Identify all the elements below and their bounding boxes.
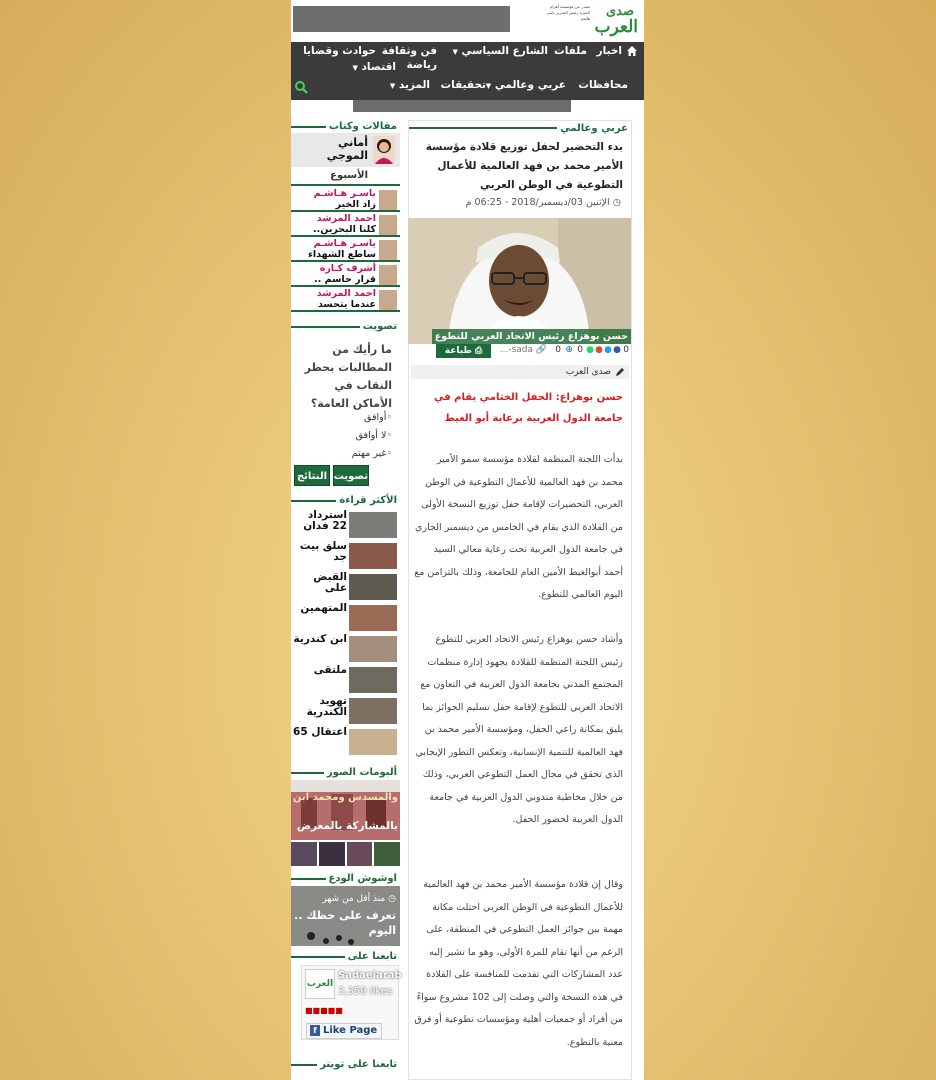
writer-avatar — [373, 136, 395, 164]
featured-writer[interactable] — [291, 133, 400, 167]
thumbnail — [349, 543, 397, 569]
chevron-down-icon: ▼ — [485, 82, 492, 90]
site-logo[interactable] — [596, 2, 638, 38]
google-plus-icon[interactable]: ● — [595, 345, 603, 355]
nav-item-culture[interactable]: فن وثقافة — [381, 45, 437, 57]
poll-option[interactable] — [364, 412, 392, 423]
writers-title[interactable]: مقالات وكتاب — [328, 121, 397, 132]
writer-avatar — [379, 190, 397, 210]
article-headline: بدء التحضير لحفل توزيع قلادة مؤسسة الأمير محمد بن فهد العالمية للأعمال التطوعية في الوطن العربي — [425, 141, 623, 191]
chevron-down-icon: ▼ — [389, 82, 396, 90]
horoscope-time-text: منذ أقل من شهر — [322, 894, 386, 904]
poll-option-label: أوافق — [364, 412, 387, 423]
fb-page-name[interactable]: Sadaeiarab — [338, 970, 402, 981]
writer-avatar — [379, 240, 397, 260]
add-share-icon[interactable]: ⊕ — [565, 345, 573, 355]
whatsapp-icon[interactable]: ● — [586, 345, 594, 355]
album-overlay-text: والمسدس ومحمد ابن — [292, 792, 398, 803]
poll-option-label: غير مهتم — [351, 448, 387, 459]
horoscope-headline: تعرف على حظك .. اليوم — [294, 909, 396, 937]
link-icon[interactable]: 🔗 — [535, 345, 547, 355]
album-photo[interactable] — [291, 780, 400, 840]
album-caption: بالمشاركة بالمعرض — [296, 820, 398, 832]
clock-icon: ◷ — [388, 894, 396, 904]
album-thumb[interactable] — [347, 842, 373, 866]
poll-option[interactable] — [356, 430, 392, 441]
search-icon[interactable] — [294, 80, 308, 94]
poll-header — [291, 320, 400, 333]
featured-writer-name: أماني الموجي — [326, 136, 368, 162]
nav-item-governorates[interactable]: محافظات — [578, 79, 628, 91]
most-read-title: الأكثر قراءة — [339, 495, 397, 506]
article-paragraph: وقال إن قلادة مؤسسة الأمير محمد بن فهد العالمية للأعمال التطوعية في الوطن العربي احتلت مكانة مهمة بين جوائز العمل التطوعي في المنطقة، على الرغم من أنها تقام للمرة الأولى، وهو ما تشير إليه عدد المشاركات التي تقدمت للمنافسة على القلادة في هذه النسخة والتي وصلت إلى 102 مشروع سواءً من أفراد أو جمعيات أهلية ومؤسسات تطوعية أو فرق معنية بالتطوع. — [414, 879, 623, 1048]
writer-item[interactable] — [291, 188, 400, 212]
twitter-icon[interactable]: ● — [604, 345, 612, 355]
fb-like-count: 3,359 likes — [338, 986, 393, 997]
nav-label: عربي وعالمي — [494, 79, 566, 91]
nav-item-sports[interactable]: رياضة — [406, 59, 437, 71]
section-label[interactable]: عربي وعالمي — [560, 122, 628, 134]
section-divider — [291, 235, 400, 237]
logo-text-bottom: العرب — [594, 17, 638, 37]
nav-item-economy[interactable] — [353, 61, 397, 73]
nav-label: الشارع السياسي — [461, 45, 548, 57]
most-read-item[interactable] — [291, 665, 400, 695]
radio-icon[interactable]: ◦ — [386, 430, 392, 441]
section-divider — [291, 210, 400, 212]
writer-article-title: عندما يتحسد — [317, 299, 376, 310]
nav-item-news[interactable]: اخبار — [596, 45, 622, 57]
most-read-item[interactable] — [291, 634, 400, 664]
most-read-title-text: سلق بيت جد — [299, 541, 347, 563]
horoscope-header — [291, 872, 400, 885]
follow-title: تابعنا على — [347, 951, 397, 962]
portrait-illustration — [408, 218, 631, 344]
site-tagline: تصدر عن مؤسسة أهرام الجيزة رئيس التحرير ياسر هاشم — [546, 4, 590, 21]
nav-label: المزيد — [398, 79, 430, 91]
nav-ad-strip — [353, 100, 571, 112]
date-text: الإثنين 03/ديسمبر/2018 - 06:25 م — [465, 197, 610, 208]
article-subhead: حسن بوهزاع: الحفل الختامي يقام في جامعة الدول العربية برعاية أبو الغيط — [434, 392, 623, 424]
nav-item-incidents[interactable]: حوادث وقضايا — [303, 45, 376, 57]
writer-article-title: ساطع الشهداء — [307, 249, 376, 260]
thumbnail — [349, 636, 397, 662]
poll-option[interactable] — [352, 448, 392, 459]
section-divider — [291, 310, 400, 312]
fb-like-label: Like Page — [323, 1025, 378, 1036]
writers-header — [291, 120, 400, 133]
poll-option-label: لا أوافق — [355, 430, 387, 441]
most-read-title-text: استرداد 22 فدان — [303, 510, 347, 532]
print-button[interactable] — [436, 344, 491, 358]
most-read-item[interactable] — [291, 727, 400, 757]
most-read-item[interactable] — [291, 510, 400, 540]
albums-title: ألبومات الصور — [326, 767, 397, 778]
avatar-illustration — [373, 136, 395, 164]
nav-item-files[interactable]: ملفات — [554, 45, 587, 57]
writer-article-title: زاد الخير — [335, 199, 376, 210]
writer-item[interactable] — [291, 238, 400, 262]
facebook-icon: f — [310, 1025, 320, 1036]
share-count: 0 — [577, 345, 583, 355]
thumbnail — [349, 729, 397, 755]
article-date — [466, 197, 621, 208]
twitter-title: تابعنا على تويتر — [320, 1059, 397, 1070]
vote-button[interactable]: تصويت — [333, 465, 369, 486]
author-row — [411, 365, 629, 379]
home-icon[interactable] — [626, 45, 638, 57]
site-header — [291, 0, 644, 42]
header-ad-banner[interactable] — [293, 6, 510, 32]
article-column — [408, 120, 632, 1080]
horoscope-card[interactable] — [291, 886, 400, 946]
most-read-title-text: المتهمين — [300, 603, 347, 614]
share-count: 0 — [555, 345, 561, 355]
photo-caption: حسن بوهزاع رئيس الاتحاد العربي للتطوع — [432, 329, 631, 344]
poll-question: ما رأيك من المطالبات بحظر النقاب في الأماكن العامة؟ — [304, 343, 392, 410]
nav-item-investigations[interactable]: تحقيقات — [440, 79, 486, 91]
album-thumbnails — [291, 842, 400, 866]
thumbnail — [349, 605, 397, 631]
fb-page-logo[interactable]: العرب — [305, 969, 335, 999]
thumbnail — [349, 698, 397, 724]
fb-like-button[interactable] — [306, 1023, 382, 1039]
horoscope-title: اوشوش الودع — [328, 873, 397, 884]
most-read-title-text: ابن كندرية — [293, 634, 347, 645]
chevron-down-icon: ▼ — [452, 48, 458, 56]
pencil-icon — [615, 367, 625, 377]
writer-avatar — [379, 265, 397, 285]
chevron-down-icon: ▼ — [352, 64, 358, 72]
writer-name: احمد المرشد — [316, 213, 376, 224]
radio-icon[interactable]: ◦ — [386, 448, 392, 459]
section-divider — [291, 260, 400, 262]
writer-avatar — [379, 290, 397, 310]
author-name[interactable]: صدى العرب — [565, 367, 611, 377]
main-nav — [291, 42, 644, 100]
nav-item-more[interactable] — [390, 79, 430, 91]
section-divider — [291, 500, 336, 502]
section-header — [409, 121, 631, 135]
album-thumb[interactable] — [374, 842, 400, 866]
follow-header — [291, 950, 400, 963]
short-link[interactable]: sada-... — [499, 345, 533, 355]
logo-text-top: صدى — [605, 4, 634, 19]
clock-icon: ◷ — [612, 197, 621, 208]
nav-item-world[interactable] — [486, 79, 566, 91]
albums-header — [291, 766, 400, 779]
article-paragraph: وأشاد حسن بوهزاع رئيس الاتحاد العربي للتطوع رئيس اللجنة المنظمة للقلادة بجهود إدارة منظمات المجتمع المدني بجامعة الدول العربية في التعاون مع الاتحاد العربي للتطوع لإقامة حفل تسليم الجوائز بما يليق بمكانة راعي الحفل، ومؤسسة الأمير محمد بن فهد العالمية للتنمية الإنسانية، وتعكس التطور الإيجابي الذي تحقق في مجال العمل التطوعي العربي، وذلك من خلال مخاطبة مندوبي الدول العربية في جامعة الدول العربية لحضور الحفل. — [415, 634, 623, 825]
most-read-item[interactable] — [291, 572, 400, 602]
writer-name: ياسـر هـاشـم — [313, 188, 376, 199]
social-icons-row: ■■■■■ — [305, 1006, 343, 1015]
print-icon: ⎙ — [475, 346, 483, 356]
most-read-item[interactable] — [291, 603, 400, 633]
article-photo[interactable] — [408, 218, 631, 344]
print-label: طباعة — [444, 346, 472, 356]
section-divider — [291, 956, 345, 958]
most-read-item[interactable] — [291, 696, 400, 726]
featured-writer-title[interactable]: الأسبوع — [330, 170, 368, 181]
nav-label: اقتصاد — [361, 61, 396, 73]
share-count: 0 — [623, 345, 629, 355]
facebook-icon[interactable]: ● — [613, 345, 621, 355]
most-read-title-text: القبض على — [313, 572, 347, 594]
results-button[interactable]: النتائج — [294, 465, 330, 486]
twitter-header — [291, 1058, 400, 1071]
most-read-title-text: ملتقى — [313, 665, 347, 676]
horoscope-time — [322, 894, 396, 904]
thumbnail — [349, 667, 397, 693]
radio-icon[interactable]: ◦ — [386, 412, 392, 423]
section-divider — [291, 878, 326, 880]
poll-title: تصويت — [362, 321, 397, 332]
writer-name: ياسـر هـاشـم — [313, 238, 376, 249]
album-thumb[interactable] — [319, 842, 345, 866]
share-bar — [408, 344, 631, 358]
most-read-title-text: تهويد الكندرية — [306, 696, 347, 718]
writer-avatar — [379, 215, 397, 235]
section-divider — [291, 772, 324, 774]
writer-name: احمد المرشد — [316, 288, 376, 299]
album-thumb[interactable] — [291, 842, 317, 866]
section-divider — [291, 326, 360, 328]
writer-item[interactable] — [291, 288, 400, 312]
writer-item[interactable] — [291, 263, 400, 287]
sidebar — [291, 120, 400, 1080]
page — [291, 0, 644, 1080]
most-read-title-text: اعتقال 65 — [293, 727, 347, 738]
thumbnail — [349, 512, 397, 538]
writer-article-title: كلنا البحرين.. — [313, 224, 376, 235]
section-divider — [291, 126, 326, 128]
writer-article-title: قرار حاسم .. — [314, 274, 376, 285]
writer-item[interactable] — [291, 213, 400, 237]
writer-name: أشرف كـاره — [319, 263, 376, 274]
facebook-widget — [301, 965, 402, 1040]
thumbnail — [349, 574, 397, 600]
section-divider — [291, 1064, 317, 1066]
most-read-header — [291, 494, 400, 507]
article-paragraph: بدأت اللجنة المنظمة لقلادة مؤسسة سمو الأمير محمد بن فهد العالمية للأعمال التطوعية في الوطن العربي، التحضيرات لإقامة حفل توزيع النسخة الأولى من القلادة الذي يقام في الخامس من ديسمبر الجاري في جامعة الدول العربية تحت رعاية معالي السيد أحمد أبوالغيط الأمين العام للجامعة، وذلك بالتزامن مع اليوم العالمي للتطوع. — [414, 454, 623, 600]
section-divider — [291, 184, 400, 186]
most-read-item[interactable] — [291, 541, 400, 571]
nav-item-politics[interactable] — [453, 45, 549, 57]
section-divider — [291, 285, 400, 287]
section-divider — [409, 127, 557, 129]
